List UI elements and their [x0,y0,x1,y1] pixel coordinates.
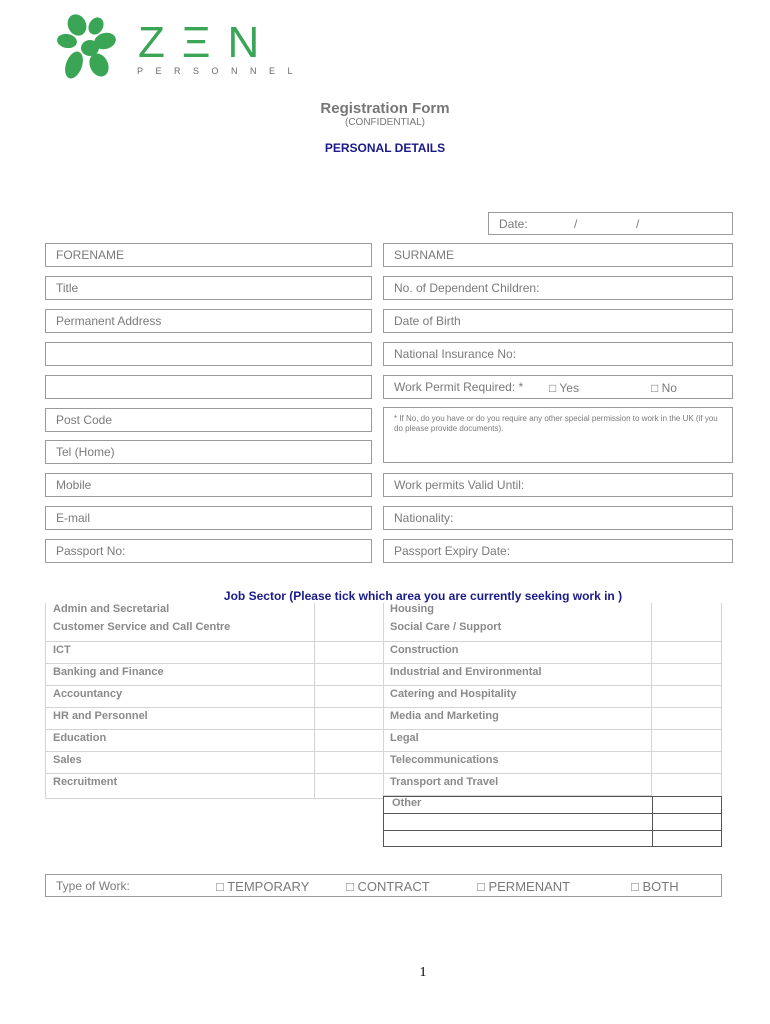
email-field[interactable] [45,506,372,530]
forename-label: FORENAME [56,248,125,262]
permanent-checkbox[interactable]: □ PERMENANT [477,879,571,894]
logo [55,8,306,88]
work-permit-valid-field[interactable] [383,473,733,497]
sector-telecoms: Telecommunications [382,752,651,774]
permanent-address-field[interactable] [45,309,372,333]
tick-cell[interactable] [652,686,721,708]
type-of-work-field [45,874,722,897]
tick-cell[interactable] [315,664,384,686]
contract-checkbox[interactable]: □ CONTRACT [346,879,430,894]
passport-expiry-field[interactable] [383,539,733,563]
page-number: 1 [419,965,427,980]
tick-cell[interactable] [652,752,721,774]
nationality-label: Nationality: [394,511,454,525]
tick-cell[interactable] [315,686,384,708]
page-subtitle: (CONFIDENTIAL) [345,117,425,128]
dependent-children-field[interactable] [383,276,733,300]
zen-leaf-logo-icon [55,8,125,86]
sector-other: Other [392,797,422,809]
tick-cell[interactable] [653,797,721,813]
tick-cell[interactable] [652,642,721,664]
tick-cell[interactable] [315,774,384,796]
nationality-field[interactable] [383,506,733,530]
both-checkbox[interactable]: □ BOTH [631,879,679,894]
forename-field[interactable] [45,243,372,267]
mobile-field[interactable] [45,473,372,497]
sector-social-care: Social Care / Support [382,619,651,642]
passport-expiry-label: Passport Expiry Date: [394,544,511,558]
tick-cell[interactable] [653,831,721,846]
other-specify-input[interactable] [384,831,652,846]
sector-sales: Sales [45,752,314,774]
page-title: Registration Form [320,100,450,117]
sector-construction: Construction [382,642,651,664]
ni-number-label: National Insurance No: [394,347,517,361]
sector-accountancy: Accountancy [45,686,314,708]
work-permit-yes-checkbox[interactable]: □ Yes [549,381,579,395]
work-permit-note: * If No, do you have or do you require any other special permission to work in the UK (if you do please provide documents). [394,414,718,433]
passport-no-label: Passport No: [56,544,126,558]
other-block [383,796,722,847]
logo-wordmark: ZΞN [138,18,277,67]
work-permit-note-field[interactable] [383,407,733,463]
email-label: E-mail [56,511,91,525]
sector-legal: Legal [382,730,651,752]
tick-cell[interactable] [652,730,721,752]
sector-ict: ICT [45,642,314,664]
work-permit-label: Work Permit Required: * [394,380,524,394]
address-line-3-field[interactable] [45,375,372,399]
date-separator: / [636,216,640,231]
title-label: Title [56,281,79,295]
dob-field[interactable] [383,309,733,333]
work-permit-no-checkbox[interactable]: □ No [651,381,677,395]
title-field[interactable] [45,276,372,300]
sector-catering: Catering and Hospitality [382,686,651,708]
tick-cell[interactable] [652,619,721,642]
surname-label: SURNAME [394,248,455,262]
tick-cell[interactable] [315,708,384,730]
date-separator: / [574,216,578,231]
permanent-address-label: Permanent Address [56,314,162,328]
tick-cell[interactable] [315,619,384,642]
post-code-field[interactable] [45,408,372,432]
ni-number-field[interactable] [383,342,733,366]
passport-no-field[interactable] [45,539,372,563]
sector-housing: Housing [390,603,434,615]
job-sector-heading: Job Sector (Please tick which area you are currently seeking work in ) [223,589,623,603]
sector-recruitment: Recruitment [53,776,118,788]
sector-media: Media and Marketing [382,708,651,730]
work-permit-field [383,375,733,399]
tick-cell[interactable] [315,642,384,664]
date-field[interactable] [488,212,733,235]
tel-home-field[interactable] [45,440,372,464]
sector-transport: Transport and Travel [382,774,651,796]
sector-hr: HR and Personnel [45,708,314,730]
date-label: Date: [499,216,528,231]
sector-customer-service: Customer Service and Call Centre [45,619,314,642]
dependent-children-label: No. of Dependent Children: [394,281,540,295]
address-line-2-field[interactable] [45,342,372,366]
dob-label: Date of Birth [394,314,461,328]
logo-tagline: PERSONNEL [137,66,306,76]
work-permit-valid-label: Work permits Valid Until: [394,478,525,492]
sector-banking: Banking and Finance [45,664,314,686]
post-code-label: Post Code [56,413,113,427]
tel-home-label: Tel (Home) [56,445,115,459]
sector-education: Education [45,730,314,752]
tick-cell[interactable] [315,752,384,774]
column-divider [721,603,722,796]
mobile-label: Mobile [56,478,92,492]
tick-cell[interactable] [653,814,721,830]
tick-cell[interactable] [652,664,721,686]
sector-industrial: Industrial and Environmental [382,664,651,686]
job-sector-table [45,603,722,848]
surname-field[interactable] [383,243,733,267]
sector-admin: Admin and Secretarial [53,603,170,615]
tick-cell[interactable] [315,730,384,752]
tick-cell[interactable] [652,774,721,796]
other-specify-input[interactable] [384,814,652,830]
tick-cell[interactable] [652,708,721,730]
temporary-checkbox[interactable]: □ TEMPORARY [216,879,310,894]
type-of-work-label: Type of Work: [56,878,130,893]
section-heading: PERSONAL DETAILS [324,141,446,155]
